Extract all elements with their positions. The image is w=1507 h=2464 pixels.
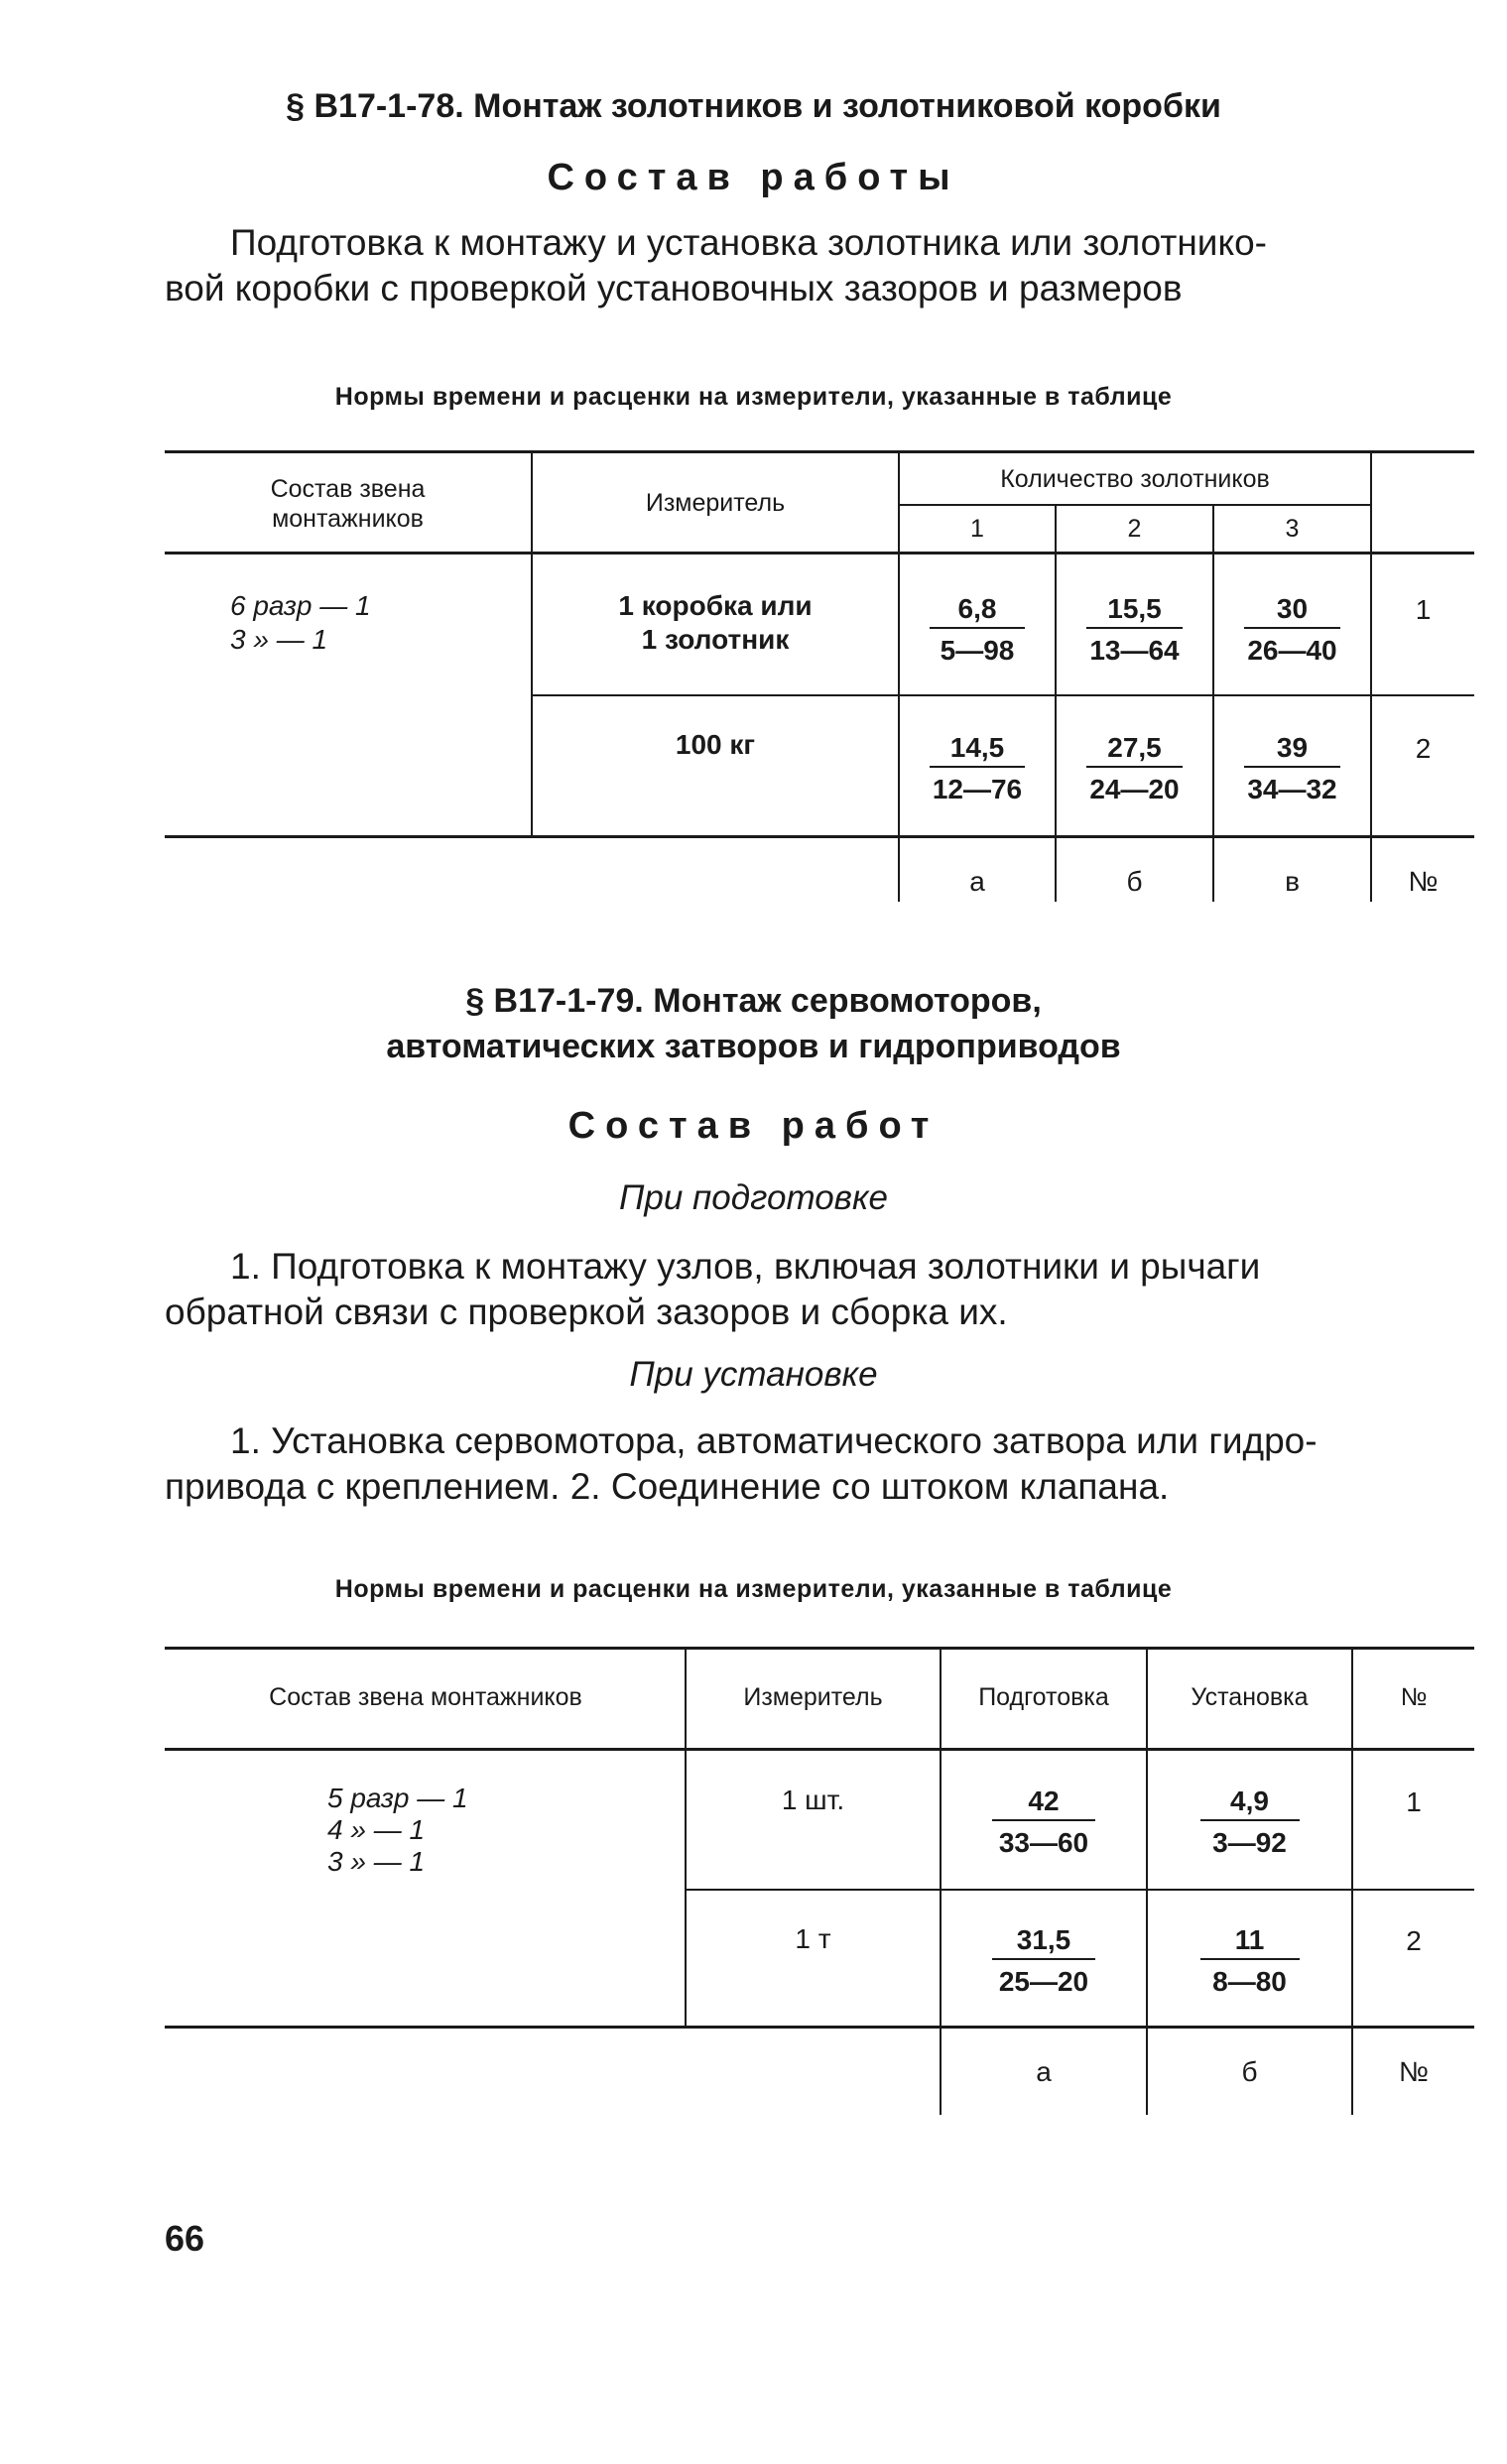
t1-r1-c2-bar	[1086, 627, 1183, 629]
section2-sub-prep: При подготовке	[619, 1178, 888, 1217]
section1-work-text-line1: Подготовка к монтажу и установка золотника или золотнико-	[230, 222, 1267, 263]
section2-prep-text-line1: 1. Подготовка к монтажу узлов, включая золотники и рычаги	[230, 1246, 1261, 1287]
t1-col-crew	[167, 474, 529, 534]
t1-r1-c1-time: 6,8	[957, 593, 997, 624]
t2-r2-prep-price: 25—20	[998, 1966, 1089, 1997]
t1-r1-c2-time: 15,5	[1107, 593, 1162, 624]
t1-r1-c3-price: 26—40	[1247, 635, 1337, 666]
section1-norms-caption: Нормы времени и расценки на измерители, указанные в таблице	[334, 383, 1173, 411]
t1-crew-1: 6 разр — 1	[230, 590, 371, 621]
section2-install-text-line1: 1. Установка сервомотора, автоматического затвора или гидро-	[230, 1420, 1318, 1461]
t2-r1-install-bar	[1200, 1819, 1300, 1821]
t1-r2-c3-time: 39	[1276, 732, 1309, 763]
t1-col-crew-l2: монтажников	[272, 505, 424, 533]
t1-r1-measure-l1: 1 коробка или	[618, 590, 813, 621]
t1-r1-c3-bar	[1244, 627, 1340, 629]
t1-crew-2: 3 » — 1	[230, 624, 328, 655]
section2-title-line1: § В17-1-79. Монтаж сервомоторов,	[465, 982, 1042, 1020]
t1-bottom-rule	[165, 835, 1474, 838]
t2-footer-num: №	[1398, 2056, 1430, 2087]
t1-r2-c2-price: 24—20	[1089, 774, 1180, 804]
t2-row-rule	[685, 1889, 1474, 1891]
t1-vline-num	[1370, 450, 1372, 902]
t2-crew-1: 5 разр — 1	[327, 1783, 468, 1813]
t1-vline-q3	[1212, 504, 1214, 902]
t1-footer-v: в	[1285, 866, 1300, 897]
t1-row-rule	[531, 694, 1474, 696]
t1-qty-rule	[898, 504, 1370, 506]
t2-r1-prep-price: 33—60	[998, 1827, 1089, 1858]
t2-bottom-rule	[165, 2026, 1474, 2029]
t2-r2-prep-time: 31,5	[1016, 1924, 1071, 1955]
t2-col-prep: Подготовка	[978, 1683, 1109, 1711]
t1-footer-b: б	[1126, 866, 1143, 897]
t1-r1-c3-time: 30	[1276, 593, 1309, 624]
t2-r1-install-time: 4,9	[1230, 1786, 1269, 1816]
t2-r1-num: 1	[1406, 1786, 1422, 1817]
t1-footer-num: №	[1408, 866, 1439, 897]
section2-norms-caption: Нормы времени и расценки на измерители, указанные в таблице	[334, 1575, 1173, 1603]
t1-r2-c1-time: 14,5	[949, 732, 1005, 763]
page-number: 66	[165, 2218, 205, 2259]
t2-r2-install-price: 8—80	[1212, 1966, 1287, 1997]
t1-header-rule	[165, 552, 1474, 554]
section1-work-text-line2: вой коробки с проверкой установочных зазоров и размеров	[165, 268, 1183, 308]
t1-r1-c1-bar	[930, 627, 1025, 629]
section1-title: § В17-1-78. Монтаж золотников и золотниковой коробки	[286, 87, 1221, 125]
t1-r1-num: 1	[1415, 594, 1432, 625]
t2-crew-2: 4 » — 1	[327, 1814, 426, 1845]
t2-vline-install	[1351, 1647, 1353, 2115]
t1-r1-measure-l2: 1 золотник	[641, 624, 790, 655]
t1-col-measure: Измеритель	[645, 489, 786, 517]
t2-vline-prep	[1146, 1647, 1148, 2115]
t2-r1-prep-bar	[992, 1819, 1095, 1821]
t1-r2-num: 2	[1415, 733, 1432, 764]
section2-install-text-line2: привода с креплением. 2. Соединение со штоком клапана.	[165, 1466, 1170, 1507]
t2-header-rule	[165, 1748, 1474, 1751]
t1-r2-c2-time: 27,5	[1107, 732, 1162, 763]
t2-r2-install-bar	[1200, 1958, 1300, 1960]
t2-top-rule	[165, 1647, 1474, 1650]
t1-vline-q2	[1055, 504, 1057, 902]
t1-top-rule	[165, 450, 1474, 453]
t1-r2-c3-price: 34—32	[1247, 774, 1337, 804]
t2-col-num: №	[1400, 1683, 1428, 1711]
t2-r2-measure: 1 т	[795, 1923, 831, 1954]
t2-r2-install-time: 11	[1234, 1924, 1265, 1955]
t1-footer-a: а	[969, 866, 985, 897]
t2-col-install: Установка	[1191, 1683, 1309, 1711]
t2-r1-install-price: 3—92	[1212, 1827, 1287, 1858]
t1-r2-c1-price: 12—76	[932, 774, 1023, 804]
t2-footer-b: б	[1241, 2056, 1258, 2087]
t2-crew-3: 3 » — 1	[327, 1846, 426, 1877]
section1-work-heading: Состав работы	[547, 157, 960, 198]
section2-prep-text-line2: обратной связи с проверкой зазоров и сборка их.	[165, 1292, 1008, 1332]
t1-r2-c2-bar	[1086, 766, 1183, 768]
t1-r2-c3-bar	[1244, 766, 1340, 768]
t1-qty-col-1: 1	[970, 515, 984, 543]
t1-r1-c1-price: 5—98	[940, 635, 1015, 666]
t1-qty-col-3: 3	[1285, 515, 1300, 543]
t2-r2-num: 2	[1406, 1925, 1422, 1956]
t1-r2-measure: 100 кг	[675, 729, 756, 760]
t1-col-crew-l1: Состав звена	[270, 475, 426, 503]
t1-r1-c2-price: 13—64	[1089, 635, 1180, 666]
t2-vline-measure	[940, 1647, 942, 2115]
t2-r2-prep-bar	[992, 1958, 1095, 1960]
t2-r1-measure: 1 шт.	[781, 1785, 845, 1815]
t2-col-measure: Измеритель	[743, 1683, 883, 1711]
t2-r1-prep-time: 42	[1028, 1786, 1060, 1816]
t1-r2-c1-bar	[930, 766, 1025, 768]
t2-col-crew: Состав звена монтажников	[269, 1683, 582, 1711]
t2-footer-a: а	[1036, 2056, 1052, 2087]
section2-work-heading: Состав работ	[567, 1105, 940, 1147]
t1-qty-col-2: 2	[1127, 515, 1142, 543]
section2-sub-install: При установке	[629, 1355, 878, 1394]
section2-title-line2: автоматических затворов и гидроприводов	[386, 1028, 1121, 1065]
t1-col-qty-group: Количество золотников	[1000, 465, 1270, 493]
